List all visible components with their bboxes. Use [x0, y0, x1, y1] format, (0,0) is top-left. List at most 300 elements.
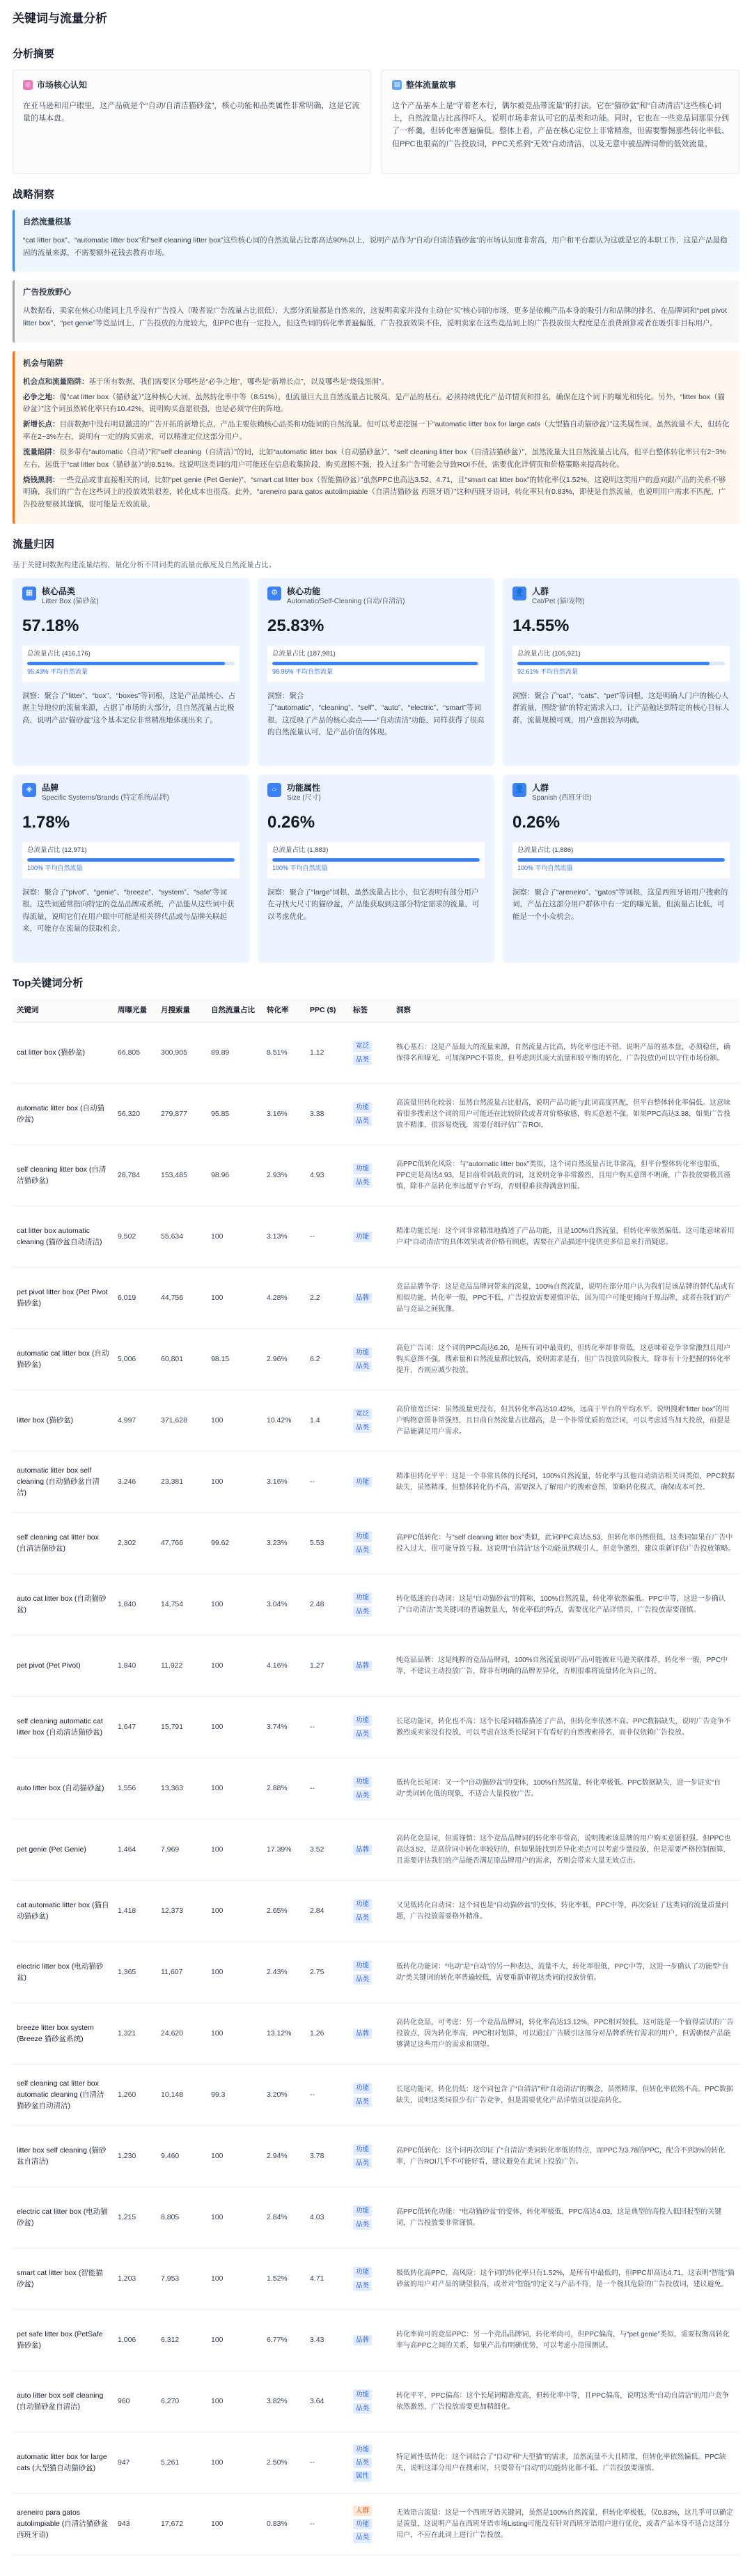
tag-badge: 功能 — [353, 2444, 372, 2455]
table-row — [13, 2494, 739, 2555]
attribution-heading: 流量归因 — [13, 538, 55, 551]
keyword-cell: automatic cat litter box (自动猫砂盆) — [13, 1329, 113, 1390]
risk-item — [23, 419, 731, 444]
weekly-impressions-cell: 66,805 — [113, 1023, 157, 1084]
natural-traffic-bar — [27, 858, 235, 862]
column-header: 关键词 — [13, 998, 113, 1023]
conversion-rate-cell: 1.52% — [263, 2249, 306, 2310]
attribution-card — [13, 775, 249, 963]
tags-cell — [349, 2187, 392, 2249]
conversion-rate-cell: 3.74% — [263, 1697, 306, 1758]
tags-cell — [349, 1513, 392, 1574]
tag-list — [353, 2266, 388, 2292]
table-row — [13, 1574, 739, 1636]
tag-list — [353, 2505, 388, 2544]
attribution-card-insight: 洞察：聚合了“automatic”、“cleaning”、“self”、“auto”、“electric”、“smart”等词根，这反映了产品的核心卖点——“自动清洁”功能，同样获得了很高的自然流量认可，是产品价值的体现。 — [267, 692, 485, 736]
market-card — [13, 70, 370, 174]
natural-share-cell: 100 — [207, 2003, 263, 2065]
risk-item-label: 流量陷阱： — [23, 447, 60, 456]
ppc-cell: 3.64 — [306, 2371, 349, 2433]
market-card-head — [23, 79, 360, 92]
natural-share-cell: 100 — [207, 1820, 263, 1881]
monthly-search-cell: 44,756 — [157, 1268, 207, 1329]
insight-cell: 高PPC低转化功能：“电动猫砂盆”的变体，转化率极低，PPC高达4.03，这是典型的高投入低回报型的关键词，广告投放要非常谨慎。 — [392, 2187, 739, 2249]
ppc-cell: 3.43 — [306, 2310, 349, 2371]
risk-item — [23, 474, 731, 512]
weekly-impressions-cell: 947 — [113, 2433, 157, 2494]
keyword-cell: automatic litter box for large cats (大型猫自动猫砂盆) — [13, 2433, 113, 2494]
insight-cell: 长尾功能词，转化也不高：这个长尾词精准描述了产品，但转化率依然不高。PPC数据缺失，说明广告竞争不激烈或卖家没有投放，可以考虑在这类长尾词下有看好的自然搜索排名，而非仅依赖广告投放。 — [392, 1697, 739, 1758]
natural-traffic-label: 100% 平均自然流量 — [272, 864, 328, 872]
tag-list — [353, 2082, 388, 2108]
monthly-search-cell: 24,620 — [157, 2003, 207, 2065]
tag-badge: 品牌 — [353, 2335, 372, 2345]
table-row — [13, 1636, 739, 1697]
tags-cell — [349, 1206, 392, 1268]
ppc-cell: -- — [306, 1758, 349, 1820]
attribution-grid — [13, 578, 739, 963]
traffic-card-text: 这个产品基本上是“守着老本行，偶尔被竞品带流量”的打法。它在“猫砂盆”和“自动清洁”这些核心词上，自然流量占比高得吓人，说明市场非常认可它的品类和功能。同时，它也在一些竞品词那里分到了一杯羹，但转化率普遍偏低。整体上看，产品在核心定位上非常精准，但需要警惕那些转化率低、但PPC也很高的广告投放词，PPC关系到“无效”自动清洁，以及无意中被品牌词带的低效流量。 — [392, 102, 729, 148]
insight-cell: 又见低转化自动词：这个词也是“自动猫砂盆”的变体，转化率低，PPC中等，再次验证了这类词的流量质量问题，广告投放需要格外精准。 — [392, 1881, 739, 1942]
attribution-card-titles — [42, 587, 99, 607]
keyword-cell: auto litter box self cleaning (自动猫砂盆自清洁) — [13, 2371, 113, 2433]
tag-badge: 功能 — [353, 2267, 372, 2277]
attribution-card-share-label: 总流量占比 (1,883) — [272, 846, 329, 855]
ppc-cell: -- — [306, 1206, 349, 1268]
table-row — [13, 1206, 739, 1268]
table-row — [13, 2249, 739, 2310]
weekly-impressions-cell: 1,418 — [113, 1881, 157, 1942]
keyword-table — [13, 998, 739, 2555]
monthly-search-cell: 5,261 — [157, 2433, 207, 2494]
tags-cell — [349, 1820, 392, 1881]
insight-cell: 转化平平，PPC偏高：这个长尾词精准度高，但转化率中等，且PPC偏高，说明这类“自动自清洁”的用户竞争依然激烈，广告投放需要更加精细化。 — [392, 2371, 739, 2433]
monthly-search-cell: 7,953 — [157, 2249, 207, 2310]
natural-traffic-bar — [517, 662, 725, 665]
attribution-card-head — [512, 587, 730, 607]
tag-list — [353, 2389, 388, 2414]
ppc-cell: 4.03 — [306, 2187, 349, 2249]
risk-item-label: 必争之地： — [23, 392, 60, 401]
natural-share-cell: 99.62 — [207, 1513, 263, 1574]
tags-cell — [349, 1145, 392, 1206]
natural-traffic-label: 100% 平均自然流量 — [517, 864, 573, 872]
attribution-card-titles — [287, 587, 405, 607]
table-row — [13, 1881, 739, 1942]
tag-list — [353, 1040, 388, 1066]
tag-list — [353, 1714, 388, 1740]
table-row — [13, 1452, 739, 1513]
conversion-rate-cell: 2.84% — [263, 2187, 306, 2249]
ppc-cell: -- — [306, 1697, 349, 1758]
insight-cell: 低转化功能词：“电动”是“自动”的另一种表达，流量不大，转化率很低，PPC中等，这进一步确认了功能型“自动”类关键词的转化率普遍较低，需要重新审视这类词的投放价值。 — [392, 1942, 739, 2003]
tag-badge: 功能 — [353, 1960, 372, 1971]
keyword-cell: electric litter box (电动猫砂盆) — [13, 1942, 113, 2003]
tags-cell — [349, 2371, 392, 2433]
keyword-cell: auto litter box (自动猫砂盆) — [13, 1758, 113, 1820]
keyword-cell: cat automatic litter box (猫自动猫砂盆) — [13, 1881, 113, 1942]
tag-badge: 功能 — [353, 2519, 372, 2529]
ppc-cell: 2.84 — [306, 1881, 349, 1942]
attribution-card-name: 核心品类 — [42, 586, 76, 596]
ppc-cell: 5.53 — [306, 1513, 349, 1574]
risk-item-text: 很多带有“automatic（自动）”和“self cleaning（自清洁）”的词，比如“automatic litter box（自动猫砂盆）”、“self cleaning litter box（自清洁猫砂盆）”，虽然流量大且自然流量占比高，但平台整体转化率只有2~3%左右，远低于“cat litter box（猫砂盆）”的8.51%。这说明这类词的用户可能还在信息收集阶段，购买意图不强，投入过多广告可能会导致ROI不佳，需要优化详情页和价格策略来提高转化。 — [23, 447, 726, 469]
tag-badge: 属性 — [353, 2471, 372, 2481]
keyword-table-header — [13, 998, 739, 1023]
keyword-cell: breeze litter box system (Breeze 猫砂盆系统) — [13, 2003, 113, 2065]
tag-list — [353, 2444, 388, 2483]
natural-share-cell: 100 — [207, 1390, 263, 1452]
table-row — [13, 1697, 739, 1758]
monthly-search-cell: 11,922 — [157, 1636, 207, 1697]
monthly-search-cell: 23,381 — [157, 1452, 207, 1513]
monthly-search-cell: 14,754 — [157, 1574, 207, 1636]
conversion-rate-cell: 2.65% — [263, 1881, 306, 1942]
natural-traffic-bar — [272, 662, 480, 665]
column-header: 周曝光量 — [113, 998, 157, 1023]
tag-badge: 功能 — [353, 1163, 372, 1174]
user-icon: 👤 — [512, 783, 526, 797]
traffic-card — [382, 70, 739, 174]
ppc-cell: -- — [306, 2065, 349, 2126]
natural-share-cell: 99.3 — [207, 2065, 263, 2126]
ppc-cell: 4.93 — [306, 1145, 349, 1206]
attribution-card-share-box — [267, 842, 485, 878]
tag-badge: 人群 — [353, 2506, 372, 2516]
insight-cell: 核心基石：这是产品最大的流量来源，自然流量占比高，转化率也还不错。说明产品的基本盘，必须稳住，确保排名和曝光。可加深PPC不算贵，但考虑到其庞大流量和较平衡的转化，广告投放仍可以守住市场份额。 — [392, 1023, 739, 1084]
natural-share-cell: 100 — [207, 1758, 263, 1820]
table-row — [13, 2003, 739, 2065]
table-row — [13, 2310, 739, 2371]
tags-cell — [349, 2126, 392, 2187]
attribution-card-share-label: 总流量占比 (12,971) — [27, 846, 87, 855]
insight-cell: 高转化竞品，可考虑：另一个竞品品牌词，转化率高达13.12%，PPC相对较低。这可能是一个值得尝试的广告投放点，因为转化率高，PPC相对划算，可以通过广告吸引这部分对品牌系统有需求的用户，但需确保产品能够满足这些用户的需求和期望。 — [392, 2003, 739, 2065]
insight-cell: 极低转化高PPC，高风险：这个词的转化率只有1.52%，是所有中最低的，但PPC却高达4.71，这表明“智能”猫砂盆的用户对产品的期望很高，或者对“智能”的定义与产品不符，是一个极其危险的广告投放词，建议避免。 — [392, 2249, 739, 2310]
tag-badge: 品牌 — [353, 1661, 372, 1671]
keyword-cell: self cleaning automatic cat litter box (自动清洁猫砂盆) — [13, 1697, 113, 1758]
insight-cell: 长尾功能词，转化仍低：这个词包含了“自清洁”和“自动清洁”的概念，虽然精准，但转化率依然不高。PPC数据缺失，说明这类词很少有广告竞争，但是需要优化产品详情页以提高转化。 — [392, 2065, 739, 2126]
attribution-card-titles — [42, 783, 169, 803]
weekly-impressions-cell: 6,019 — [113, 1268, 157, 1329]
risk-item-label: 新增长点： — [23, 420, 60, 429]
column-header: 自然流量占比 — [207, 998, 263, 1023]
table-row — [13, 1513, 739, 1574]
conversion-rate-cell: 0.83% — [263, 2494, 306, 2555]
ppc-cell: 3.78 — [306, 2126, 349, 2187]
table-row — [13, 1268, 739, 1329]
tags-cell — [349, 1329, 392, 1390]
risk-item-label: 机会点和流量陷阱： — [23, 377, 89, 386]
tag-badge: 品类 — [353, 1422, 372, 1433]
tags-cell — [349, 2433, 392, 2494]
attribution-card-percent: 57.18% — [22, 616, 79, 636]
tags-cell — [349, 2003, 392, 2065]
tag-badge: 功能 — [353, 2144, 372, 2155]
monthly-search-cell: 11,607 — [157, 1942, 207, 2003]
conversion-rate-cell: 17.39% — [263, 1820, 306, 1881]
tag-badge: 品类 — [353, 2532, 372, 2543]
tag-badge: 品类 — [353, 1790, 372, 1801]
page-title: 关键词与流量分析 — [13, 12, 107, 25]
natural-traffic-bar — [27, 662, 235, 665]
risk-item-text: 目前数据中没有明显激进的广告开拓的新增长点，产品主要依赖核心品类和功能词的自然流量。但可以考虑挖掘一下“automatic litter box for large cats（大型猫自动猫砂盆）”这类属性词，虽然流量不大，但转化率在2~3%左右，说明有一定的购买需求，可以精准定位这部分用户。 — [23, 420, 730, 442]
weekly-impressions-cell: 1,464 — [113, 1820, 157, 1881]
ppc-cell: 3.52 — [306, 1820, 349, 1881]
keyword-cell: cat litter box automatic cleaning (猫砂盆自动清洁) — [13, 1206, 113, 1268]
table-row — [13, 2187, 739, 2249]
ppc-cell: 1.27 — [306, 1636, 349, 1697]
conversion-rate-cell: 2.43% — [263, 1942, 306, 2003]
attribution-card-share-label: 总流量占比 (1,886) — [517, 846, 574, 855]
natural-share-cell: 100 — [207, 1942, 263, 2003]
natural-traffic-bar-fill — [517, 858, 725, 862]
monthly-search-cell: 153,485 — [157, 1145, 207, 1206]
traffic-card-head — [392, 79, 729, 92]
natural-traffic-bar-fill — [272, 662, 478, 665]
conversion-rate-cell: 4.16% — [263, 1636, 306, 1697]
conversion-rate-cell: 13.12% — [263, 2003, 306, 2065]
table-row — [13, 1390, 739, 1452]
attribution-card-subname: Spanish (西班牙语) — [532, 794, 592, 802]
attribution-card-percent: 0.26% — [512, 813, 561, 832]
tag-list — [353, 1898, 388, 1924]
monthly-search-cell: 8,805 — [157, 2187, 207, 2249]
attribution-card-insight: 洞察：聚合了“pivot”、“genie”、“breeze”、“system”、“safe”等词根，这些词通常指向特定的竞品品牌或系统，产品能从这些词中获得流量，说明它们在用户眼中可能是相关替代品或与品牌关联起来，可能存在流量的获取机会。 — [22, 888, 235, 933]
tag-list — [353, 1660, 388, 1672]
attribution-card — [503, 578, 739, 766]
target-icon: ◎ — [23, 80, 33, 90]
tag-badge: 品类 — [353, 1913, 372, 1923]
natural-traffic-label: 92.61% 平均自然流量 — [517, 668, 579, 676]
summary-heading: 分析摘要 — [13, 48, 55, 61]
natural-traffic-bar-fill — [27, 662, 225, 665]
natural-share-cell: 100 — [207, 2494, 263, 2555]
attribution-card-share-label: 总流量占比 (187,981) — [272, 650, 336, 658]
tag-icon: ◈ — [22, 783, 36, 797]
monthly-search-cell: 9,460 — [157, 2126, 207, 2187]
attribution-card-head — [267, 783, 485, 803]
tag-badge: 功能 — [353, 1232, 372, 1242]
ppc-cell: 1.4 — [306, 1390, 349, 1452]
attribution-card-share-box — [267, 646, 485, 682]
attribution-card-name: 核心功能 — [287, 586, 321, 596]
monthly-search-cell: 12,373 — [157, 1881, 207, 1942]
attribution-subtitle: 基于关键词数据构建流量结构，量化分析不同词类的流量贡献度及自然流量占比。 — [13, 561, 276, 570]
keyword-cell: electric cat litter box (电动猫砂盆) — [13, 2187, 113, 2249]
chart-icon: ▤ — [392, 80, 402, 90]
attribution-card — [258, 578, 494, 766]
keyword-cell: pet pivot (Pet Pivot) — [13, 1636, 113, 1697]
weekly-impressions-cell: 1,840 — [113, 1636, 157, 1697]
tag-badge: 品牌 — [353, 1293, 372, 1303]
tag-badge: 宽泛 — [353, 1041, 372, 1051]
tags-cell — [349, 1268, 392, 1329]
weekly-impressions-cell: 1,840 — [113, 1574, 157, 1636]
weekly-impressions-cell: 9,502 — [113, 1206, 157, 1268]
table-row — [13, 2433, 739, 2494]
insight-cell: 高价值宽泛词：虽然流量更没有，但其转化率高达10.42%，远高于平台的平均水平。说明搜索“litter box”的用户购物意图非常强烈，且目前自然流量占比超高，是一个非常优质的宽泛词，可以考虑适当加大投放，前提是产品能满足用户需求。 — [392, 1390, 739, 1452]
attribution-card-subname: Specific Systems/Brands (特定系统/品牌) — [42, 794, 169, 802]
weekly-impressions-cell: 28,784 — [113, 1145, 157, 1206]
tag-badge: 品类 — [353, 1055, 372, 1065]
tag-list — [353, 1408, 388, 1434]
weekly-impressions-cell: 5,006 — [113, 1329, 157, 1390]
conversion-rate-cell: 2.96% — [263, 1329, 306, 1390]
tag-badge: 功能 — [353, 1102, 372, 1112]
attribution-card-insight: 洞察：聚合了“large”词根，虽然流量占比小，但它表明有部分用户在寻找大尺寸的猫砂盆，产品能获取到这部分特定需求的流量，可以考虑优化。 — [267, 888, 480, 921]
tag-list — [353, 1163, 388, 1188]
conversion-rate-cell: 3.04% — [263, 1574, 306, 1636]
attribution-card-share-label: 总流量占比 (416,176) — [27, 650, 91, 658]
monthly-search-cell: 6,312 — [157, 2310, 207, 2371]
table-row — [13, 1145, 739, 1206]
ppc-cell: 2.2 — [306, 1268, 349, 1329]
tags-cell — [349, 1390, 392, 1452]
natural-share-cell: 100 — [207, 1574, 263, 1636]
keyword-cell: pet genie (Pet Genie) — [13, 1820, 113, 1881]
attribution-card-titles — [532, 783, 592, 803]
attribution-card-subname: Cat/Pet (猫/宠物) — [532, 598, 585, 606]
ppc-cell: 1.12 — [306, 1023, 349, 1084]
natural-share-cell: 100 — [207, 1636, 263, 1697]
attribution-card-percent: 14.55% — [512, 616, 570, 636]
tag-list — [353, 2334, 388, 2346]
ads-insight — [13, 280, 739, 343]
attribution-card-percent: 0.26% — [267, 813, 315, 832]
tags-cell — [349, 2065, 392, 2126]
risk-item — [23, 376, 731, 389]
natural-share-cell: 100 — [207, 1268, 263, 1329]
insight-cell: 高流量但转化较弱：虽然自然流量占比很高，说明产品功能与此词高度匹配，但平台整体转化率偏低。这意味着很多搜索这个词的用户可能还在比较阶段或者对价格敏感，购买意愿不强。如果PPC高达3.38，如果广告投放不精准，很容易烧钱，需要仔细评估广告ROI。 — [392, 1084, 739, 1145]
risk-item-text: 像“cat litter box（猫砂盆）”这种核心大词，虽然转化率中等（8.51%），但流量巨大且自然流量占比极高，是产品的基石。必须持续优化产品详情页和排名，确保在这个词下的曝光和转化。另外，“litter box（猫砂盆）”这个词虽然转化率只有10.42%，说明购买意愿很强，也是必须守住的阵地。 — [23, 392, 726, 414]
monthly-search-cell: 55,634 — [157, 1206, 207, 1268]
natural-share-cell: 100 — [207, 1881, 263, 1942]
attribution-card-percent: 1.78% — [22, 813, 70, 832]
summary-grid — [13, 70, 739, 174]
attribution-card-name: 人群 — [532, 782, 549, 793]
keyword-cell: self cleaning cat litter box (自清洁猫砂盆) — [13, 1513, 113, 1574]
tag-badge: 品类 — [353, 2403, 372, 2414]
attribution-card-name: 功能属性 — [287, 782, 321, 793]
natural-traffic-label: 98.96% 平均自然流量 — [272, 668, 334, 676]
risk-item-label: 烧钱黑洞： — [23, 475, 60, 484]
tag-list — [353, 2205, 388, 2230]
conversion-rate-cell: 3.20% — [263, 2065, 306, 2126]
weekly-impressions-cell: 1,647 — [113, 1697, 157, 1758]
weekly-impressions-cell: 3,246 — [113, 1452, 157, 1513]
weekly-impressions-cell: 1,365 — [113, 1942, 157, 2003]
conversion-rate-cell: 6.77% — [263, 2310, 306, 2371]
monthly-search-cell: 371,628 — [157, 1390, 207, 1452]
table-row — [13, 1820, 739, 1881]
tag-badge: 功能 — [353, 1477, 372, 1487]
keyword-cell: areneiro para gatos autolimpiable (自清洁猫砂盆 西班牙语) — [13, 2494, 113, 2555]
monthly-search-cell: 279,877 — [157, 1084, 207, 1145]
attribution-card-share-box — [512, 646, 730, 682]
tag-badge: 品类 — [353, 2281, 372, 2291]
insight-cell: 特定属性低转化：这个词结合了“自动”和“大型猫”的需求，虽然流量不大且精准，但转化率依然偏低。PPC缺失，说明这部分用户在搜索时，只要带有“自动”的功能转化都不低。广告投放要谨慎。 — [392, 2433, 739, 2494]
natural-share-cell: 100 — [207, 2126, 263, 2187]
tag-list — [353, 2028, 388, 2040]
tag-badge: 品类 — [353, 1177, 372, 1188]
keyword-table-body — [13, 1023, 739, 2555]
insight-cell: 高PPC低转化：这个词再次印证了“自清洁”类词转化率低的特点，而PPC为3.78的PPC，配合不到3%的转化率，广告ROI几乎不可能好看，建议避免在此词上投放广告。 — [392, 2126, 739, 2187]
attribution-card-share-label: 总流量占比 (105,921) — [517, 650, 581, 658]
ads-insight-title: 广告投放野心 — [23, 288, 71, 297]
conversion-rate-cell: 10.42% — [263, 1390, 306, 1452]
weekly-impressions-cell: 1,230 — [113, 2126, 157, 2187]
weekly-impressions-cell: 4,997 — [113, 1390, 157, 1452]
tag-badge: 功能 — [353, 1531, 372, 1542]
insight-cell: 高转化竞品词，但需谨慎：这个竞品品牌词的转化率非常高，说明搜索该品牌的用户购买意愿很强。但PPC也高达3.52，是高价词中转化率较好的，但如果能找到差异化卖点可以考虑少量投放，但是需要严格控制预算，且需要评估我们的产品能否满足原品牌用户的需求，否则会带来大量无效点击。 — [392, 1820, 739, 1881]
attribution-card-share-box — [22, 646, 240, 682]
attribution-card-subname: Litter Box (猫砂盆) — [42, 598, 99, 606]
column-header: 标签 — [349, 998, 392, 1023]
keyword-cell: automatic litter box (自动猫砂盆) — [13, 1084, 113, 1145]
tag-badge: 品类 — [353, 1729, 372, 1739]
tag-badge: 品类 — [353, 2458, 372, 2468]
tags-cell — [349, 1881, 392, 1942]
ppc-cell: 1.26 — [306, 2003, 349, 2065]
weekly-impressions-cell: 1,215 — [113, 2187, 157, 2249]
conversion-rate-cell: 3.16% — [263, 1452, 306, 1513]
gear-icon: ⚙ — [267, 587, 281, 600]
grid-icon: ▦ — [22, 587, 36, 600]
natural-share-cell: 100 — [207, 2187, 263, 2249]
keyword-cell: auto cat litter box (自动猫砂盆) — [13, 1574, 113, 1636]
conversion-rate-cell: 4.28% — [263, 1268, 306, 1329]
natural-traffic-label: 95.43% 平均自然流量 — [27, 668, 88, 676]
attribution-card-share-box — [22, 842, 240, 878]
attribution-card-insight: 洞察：聚合了“litter”、“box”、“boxes”等词根，这是产品最核心、占据主导地位的流量来源，占据了市场的大部分，且自然流量占比极高，说明产品“猫砂盆”这个基本定位非常精准地体现出来了。 — [22, 692, 236, 724]
tags-cell — [349, 1574, 392, 1636]
insight-cell: 转化低迷的自动词：这是“自动猫砂盆”的简称，100%自然流量，转化率依然偏低。PPC中等，这进一步确认了“自动清洁”类关键词的普遍数量大，转化率低的特点，需要优化产品详情页，广告投放需要谨慎。 — [392, 1574, 739, 1636]
traffic-card-title: 整体流量故事 — [406, 79, 457, 90]
tag-badge: 品类 — [353, 2097, 372, 2107]
risk-item-text: 一些竞品或非直接相关的词，比如“pet genie (Pet Genie)”、“smart cat litter box（智能猫砂盆）”虽然PPC也高达3.52、4.71，且“smart cat litter box”的转化率仅1.52%，这说明这类用户的意向跟产品的关系不够明确，我们的广告在这些词上的投放效果很差，转化成本也很高。此外，“areneiro para gatos autolimpiable（自清洁猫砂盆 西班牙语）”这种西班牙语词，转化率只有0.83%，即使是自然流量，也说明用户需求不匹配，广告投放要极其谨慎，很可能是无效流量。 — [23, 475, 726, 509]
keyword-cell: cat litter box (猫砂盆) — [13, 1023, 113, 1084]
attribution-card-name: 品牌 — [42, 782, 59, 793]
tag-badge: 宽泛 — [353, 1409, 372, 1419]
monthly-search-cell: 10,148 — [157, 2065, 207, 2126]
insight-cell: 精准但转化平平：这是一个非常具体的长尾词，100%自然流量，转化率与其他自动清洁相关词类似，PPC数据缺失，虽然精准，但整体转化仍不高，需要深入了解用户的搜索意图，策略转化模式，确保成本可控。 — [392, 1452, 739, 1513]
monthly-search-cell: 6,270 — [157, 2371, 207, 2433]
table-row — [13, 1758, 739, 1820]
tag-badge: 功能 — [353, 2389, 372, 2400]
conversion-rate-cell: 8.51% — [263, 1023, 306, 1084]
natural-share-cell: 95.85 — [207, 1084, 263, 1145]
tag-badge: 品类 — [353, 1545, 372, 1555]
insight-cell: 高PPC低转化风险：与“automatic litter box”类似，这个词自然流量占比非常高，但平台整体转化率也很低，PPC更是高达4.93，是目前看到最贵的词，这说明竞争非常激烈，且用户购买意图不明确，广告投放要极其谨慎，除非产品转化率远超平台平均，否则很难获得满意回报。 — [392, 1145, 739, 1206]
table-row — [13, 1084, 739, 1145]
tags-cell — [349, 1023, 392, 1084]
natural-share-cell: 100 — [207, 1206, 263, 1268]
attribution-card — [503, 775, 739, 963]
tag-list — [353, 1476, 388, 1488]
weekly-impressions-cell: 1,556 — [113, 1758, 157, 1820]
tags-cell — [349, 2494, 392, 2555]
tag-badge: 功能 — [353, 1592, 372, 1603]
insight-cell: 纯竞品品牌：这是纯粹的竞品品牌词，100%自然流量说明产品可能被亚马逊关联推荐，转化率一般，PPC中等，不建议主动投放广告，除非有明确的品牌差异化，否则很难将流量转化为自己的。 — [392, 1636, 739, 1697]
ppc-cell: 4.71 — [306, 2249, 349, 2310]
tag-badge: 功能 — [353, 2205, 372, 2216]
weekly-impressions-cell: 1,203 — [113, 2249, 157, 2310]
conversion-rate-cell: 3.82% — [263, 2371, 306, 2433]
natural-traffic-bar-fill — [272, 858, 480, 862]
column-header: 洞察 — [392, 998, 739, 1023]
tag-list — [353, 1960, 388, 1985]
weekly-impressions-cell: 2,302 — [113, 1513, 157, 1574]
